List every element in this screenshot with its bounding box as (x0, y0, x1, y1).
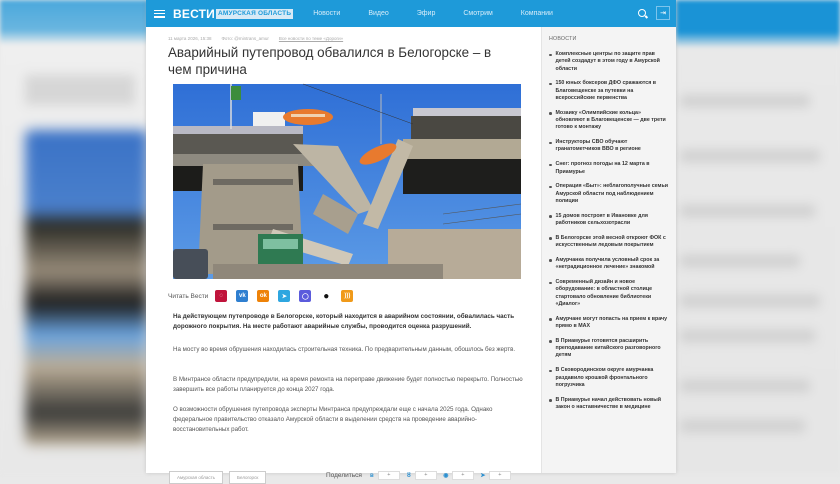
sidebar-news-item[interactable]: Амурчанка получила условный срок за «нетрадиционное лечение» знакомой (549, 257, 668, 272)
vk-icon[interactable]: vk (236, 290, 248, 302)
article-title: Аварийный путепровод обвалился в Белогорске – в чем причина (168, 45, 492, 77)
logo-region: АМУРСКАЯ ОБЛАСТЬ (218, 9, 292, 17)
vk-icon: в (370, 472, 374, 479)
ok-share-button[interactable] (406, 471, 437, 480)
sidebar-news-item[interactable]: Амурчане могут попасть на прием к врачу прямо в MAX (549, 316, 668, 331)
rutube-icon[interactable]: ● (320, 290, 332, 302)
topic-link[interactable]: Все новости по теме «Дороги» (278, 36, 344, 41)
search-icon[interactable] (638, 9, 646, 17)
hamburger-menu-icon[interactable] (154, 10, 165, 18)
sidebar-news-item[interactable]: В Белогорске этой весной откроют ФОК с искусственным ледовым покрытием (549, 235, 668, 250)
share-count: + (415, 471, 437, 480)
sidebar-news-item[interactable]: Операция «Быт»: неблагополучные семьи Амурской области под наблюдением полиции (549, 183, 668, 205)
sidebar-news-item[interactable]: В Сковородинском округе амурчанка раздавило крошкой фронтального погрузчика (549, 367, 668, 389)
nav-item-companies[interactable]: Компании (520, 10, 553, 17)
sidebar-news-item[interactable]: 15 домов построят в Ивановке для работников сельхозотрасли (549, 213, 668, 228)
nav-item-news[interactable]: Новости (313, 10, 341, 17)
read-vesti-label: Читать Вести (168, 292, 209, 300)
max-icon[interactable]: ◯ (299, 290, 311, 302)
article-date: 11 марта 2026, 15:38 (168, 36, 212, 41)
site-logo[interactable] (173, 7, 293, 21)
sidebar-heading: НОВОСТИ (549, 36, 577, 42)
sidebar-news-item[interactable]: Мозаику «Олимпийские кольца» обновляют в Благовещенске — две трети готово к монтажу (549, 110, 668, 132)
telegram-share-button[interactable] (480, 471, 511, 480)
article-paragraph: В Минтрансе области предупредили, на время ремонта на переправе движение будет полностью перекрыто. Полностью завершить все работы планируется до конца 2027 года. (173, 376, 523, 393)
sidebar-news-item[interactable]: Современный дизайн и новое оборудование: в областной столице стартовало обновление библиотеки «Диалог» (549, 279, 668, 308)
article-paragraph: На мосту во время обрушения находилась строительная техника. По предварительным данным, обошлось без жертв. (173, 346, 516, 353)
dzen-icon[interactable]: ◌ (215, 290, 227, 302)
whatsapp-share-button[interactable] (443, 471, 474, 480)
tag-amur-region[interactable]: Амурская область (169, 471, 223, 484)
article-lead: На действующем путепроводе в Белогорске, который находится в аварийном состоянии, обвалилась часть дорожного покрытия. На месте работают аварийные службы, проводится оценка разрушений. (173, 313, 515, 330)
ok-icon[interactable]: ok (257, 290, 269, 302)
sidebar-news-item[interactable]: Снег: прогноз погоды на 12 марта в Приамурье (549, 161, 668, 176)
sidebar-news-item[interactable]: 150 юных боксеров ДФО сражаются в Благовещенске за путевки на всероссийские первенства (549, 80, 668, 102)
sidebar-news-list (549, 51, 668, 411)
blurred-background-right (676, 0, 840, 473)
article-tags (169, 471, 272, 484)
nav-item-watch[interactable]: Смотрим (463, 10, 493, 17)
share-bar (326, 471, 517, 480)
top-navbar (146, 0, 676, 27)
news-page (146, 0, 676, 480)
sidebar-news-item[interactable]: Комплексные центры по защите прав детей создадут в этом году в Амурской области (549, 51, 668, 73)
blurred-background-left (0, 0, 148, 473)
tag-belogorsk[interactable]: Белогорск (229, 471, 266, 484)
sidebar-news-item[interactable]: Инструкторы СВО обучают гранатометчиков ВВО в регионе (549, 139, 668, 154)
share-count: + (489, 471, 511, 480)
share-count: + (452, 471, 474, 480)
telegram-icon: ➤ (480, 473, 486, 479)
article-photo (173, 84, 521, 279)
ok-icon: ȣ (407, 472, 411, 479)
photo-credit: Фото: @mintrans_amur (221, 36, 269, 41)
rss-icon[interactable]: ))) (341, 290, 353, 302)
vk-share-button[interactable] (369, 471, 400, 480)
collapsed-bridge-image (173, 84, 521, 279)
nav-item-video[interactable]: Видео (368, 10, 389, 17)
logo-main: ВЕСТИ (173, 6, 215, 21)
article-meta (168, 36, 353, 41)
share-label: Поделиться (326, 472, 362, 479)
main-nav (313, 10, 581, 17)
news-sidebar (541, 27, 676, 473)
whatsapp-icon: ◉ (443, 473, 449, 479)
read-vesti-row (168, 290, 362, 302)
sidebar-news-item[interactable]: В Приамурье начал действовать новый закон о наставничестве в медицине (549, 397, 668, 412)
login-button[interactable]: ⇥ (656, 6, 670, 20)
article-paragraph: О возможности обрушения путепровода эксперты Минтранса предупреждали еще с начала 2025 года. Однако федеральное правительство отказало Амурской области в выделении средств на проведение аварийно-восстановительных работ. (173, 406, 493, 433)
nav-item-live[interactable]: Эфир (416, 10, 436, 17)
share-count: + (378, 471, 400, 480)
telegram-icon[interactable]: ➤ (278, 290, 290, 302)
sidebar-news-item[interactable]: В Приамурье готовятся расширить преподавание китайского разговорного детям (549, 338, 668, 360)
